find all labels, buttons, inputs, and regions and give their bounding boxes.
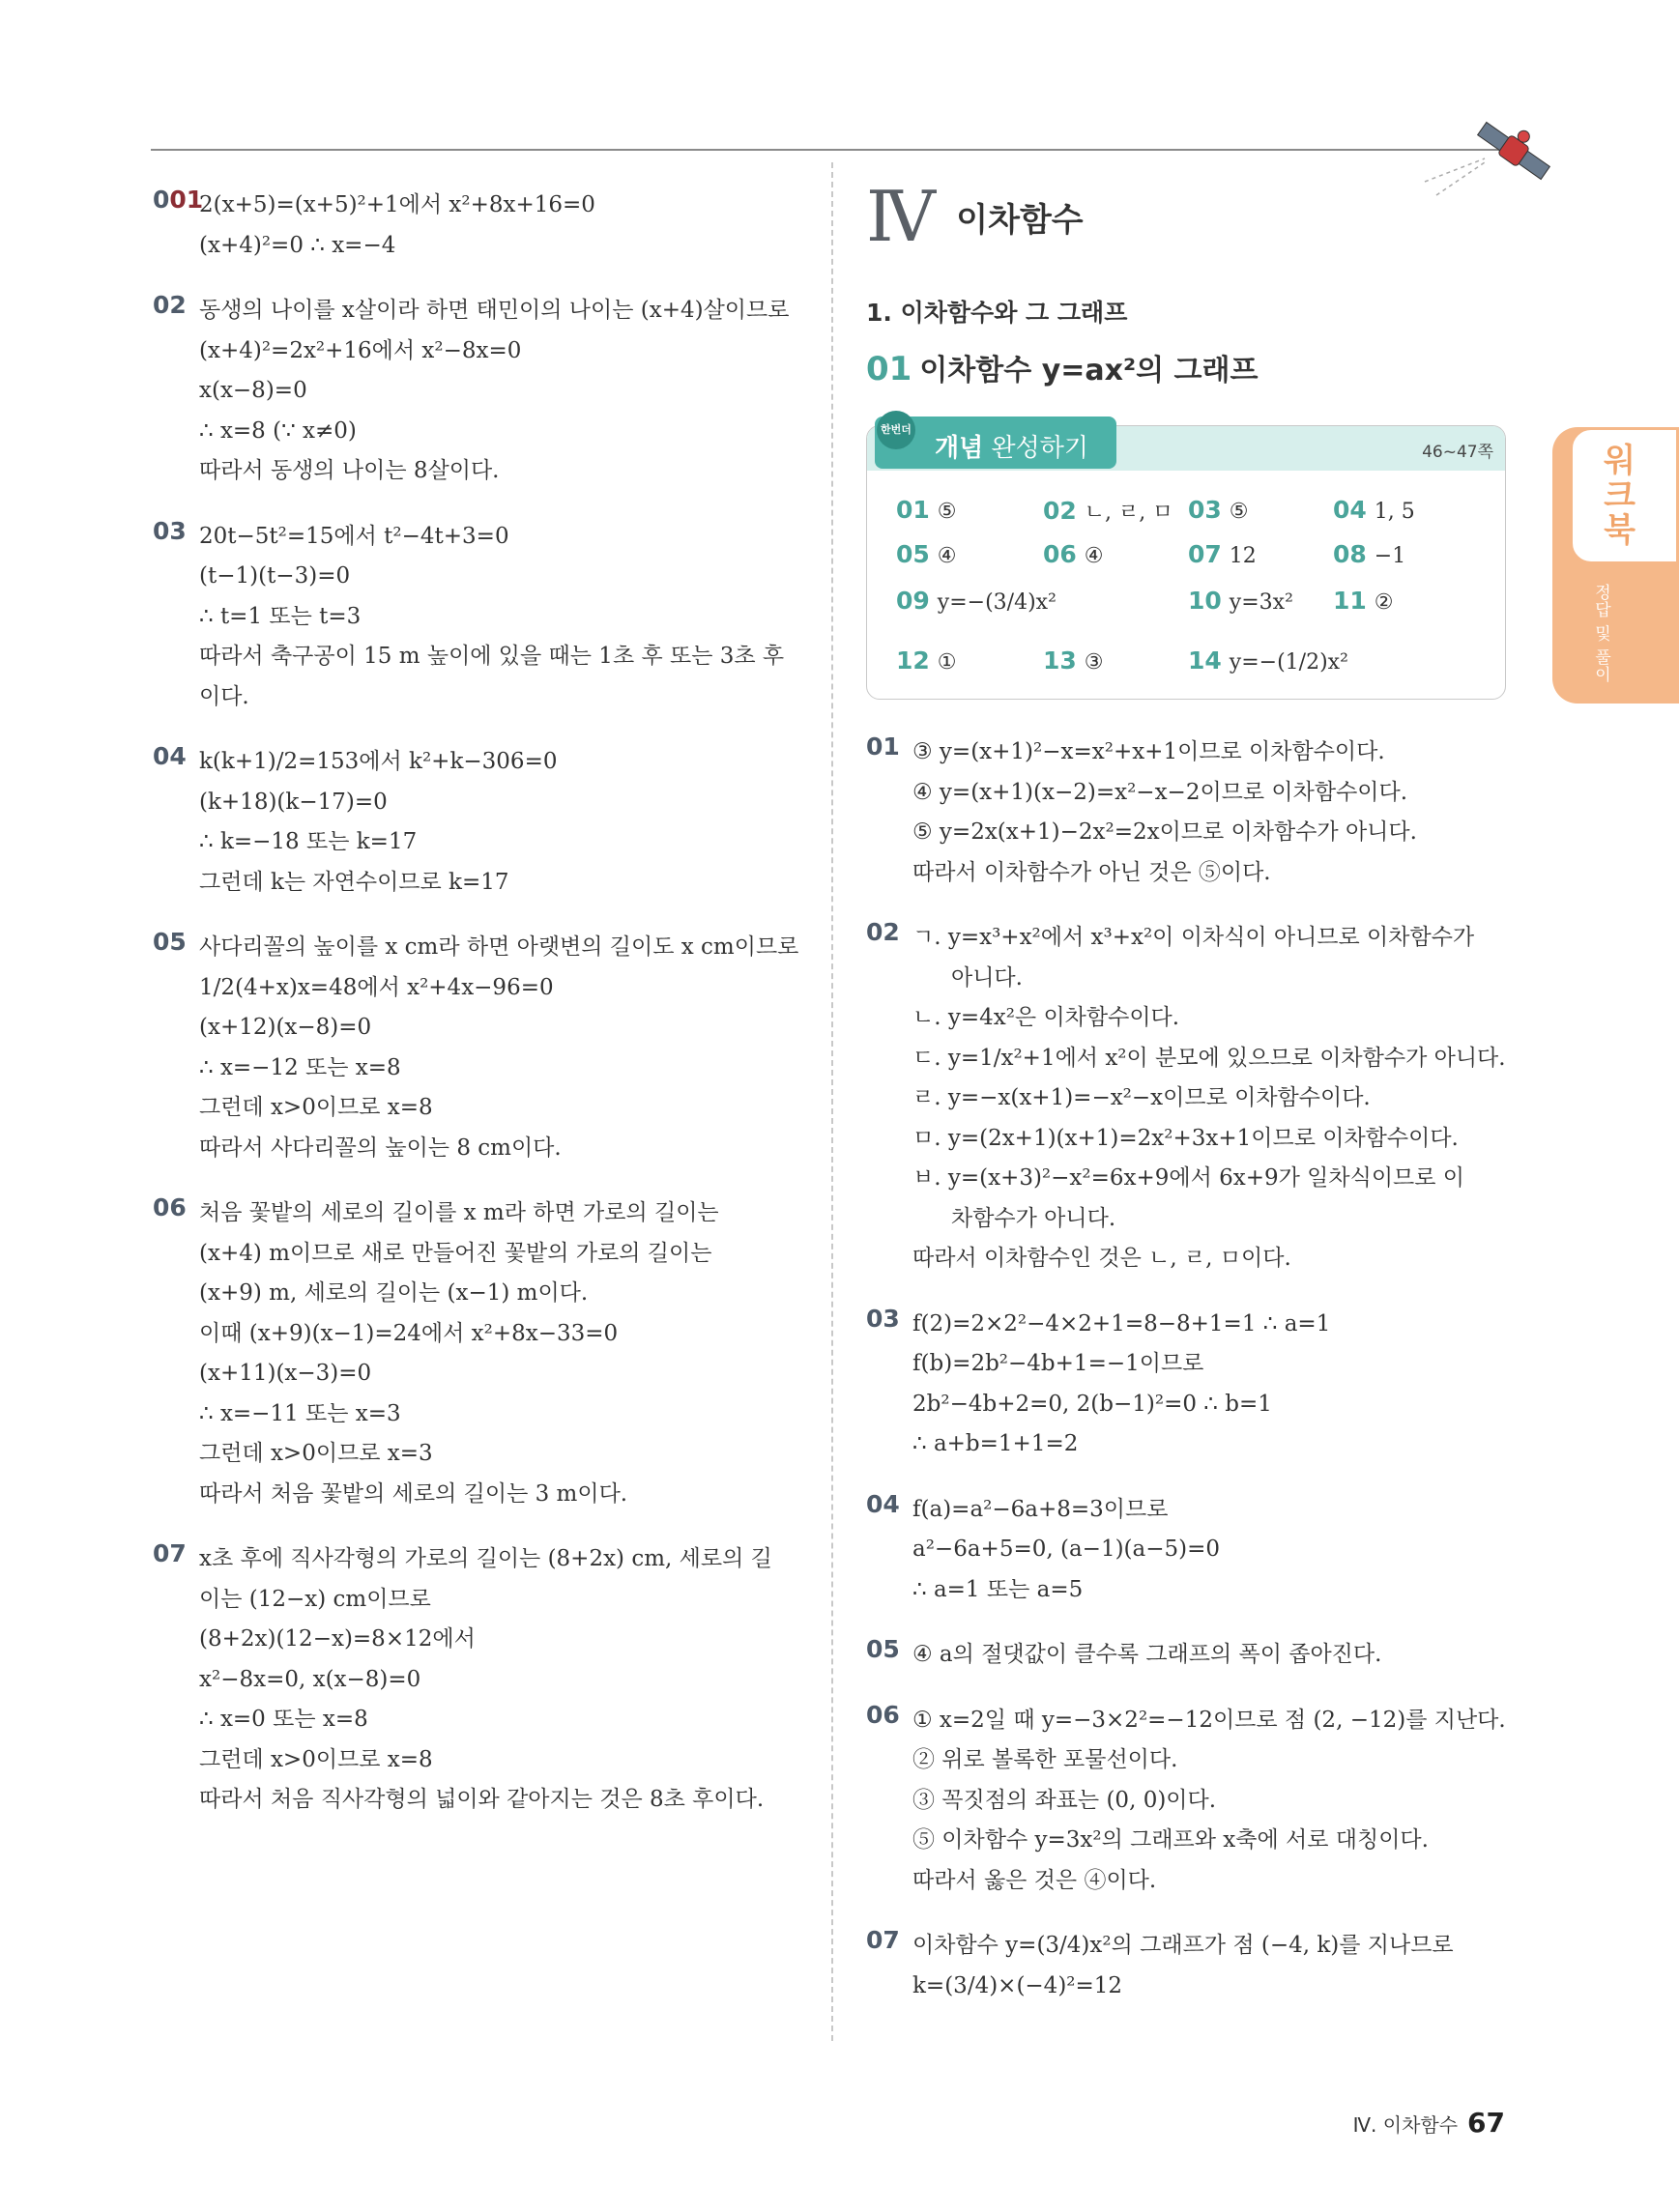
- solution-line: k=(3/4)×(−4)²=12: [912, 1972, 1123, 1998]
- solution-line: 2b²−4b+2=0, 2(b−1)²=0 ∴ b=1: [912, 1391, 1272, 1417]
- right-problem-01: [866, 733, 1519, 893]
- solution-line: (x+4)²=0 ∴ x=−4: [199, 232, 396, 258]
- solution-line: 따라서 이차함수가 아닌 것은 ⑤이다.: [912, 859, 1271, 885]
- solution-line: 따라서 동생의 나이는 8살이다.: [199, 458, 500, 483]
- right-column: [866, 176, 1519, 2031]
- solution-line: 따라서 처음 직사각형의 넓이와 같아지는 것은 8초 후이다.: [199, 1787, 765, 1812]
- solution-line: ∴ x=−12 또는 x=8: [199, 1054, 401, 1080]
- chapter-title: 이차함수: [956, 200, 1084, 240]
- problem-number: 03: [153, 516, 187, 545]
- solution-line: 이차함수 y=(3/4)x²의 그래프가 점 (−4, k)를 지나므로: [912, 1933, 1454, 1958]
- answer-item: 07 12: [1188, 540, 1257, 568]
- left-problem-02: [153, 291, 800, 492]
- solution-line: 사다리꼴의 높이를 x cm라 하면 아랫변의 길이도 x cm이므로: [199, 934, 799, 960]
- solution-line: 따라서 사다리꼴의 높이는 8 cm이다.: [199, 1135, 562, 1161]
- right-problem-05: [866, 1635, 1519, 1676]
- solution-line: (x+11)(x−3)=0: [199, 1361, 372, 1386]
- solution-line: ⑤ 이차함수 y=3x²의 그래프와 x축에 서로 대칭이다.: [912, 1827, 1429, 1853]
- solution-line: ∴ a+b=1+1=2: [912, 1431, 1079, 1456]
- solution-line: 2(x+5)=(x+5)²+1에서 x²+8x+16=0: [199, 192, 595, 217]
- left-problem-06: [153, 1193, 800, 1514]
- solution-line: ㄷ. y=1/x²+1에서 x²이 분모에 있으므로 이차함수가 아니다.: [912, 1045, 1506, 1071]
- solution-line: x²−8x=0, x(x−8)=0: [199, 1666, 421, 1692]
- solution-line: 그런데 k는 자연수이므로 k=17: [199, 869, 509, 895]
- solution-line: (t−1)(t−3)=0: [199, 563, 351, 589]
- solution-line: f(a)=a²−6a+8=3이므로: [912, 1496, 1169, 1522]
- solution-line: a²−6a+5=0, (a−1)(a−5)=0: [912, 1537, 1221, 1562]
- solution-line: 따라서 이차함수인 것은 ㄴ, ㄹ, ㅁ이다.: [912, 1246, 1291, 1271]
- solution-line: ∴ a=1 또는 a=5: [912, 1576, 1084, 1602]
- answer-item: 14 y=−(1/2)x²: [1188, 646, 1348, 675]
- chapter-roman: Ⅳ: [866, 176, 936, 257]
- solution-line: x(x−8)=0: [199, 378, 307, 403]
- solution-line: ⑤ y=2x(x+1)−2x²=2x이므로 이차함수가 아니다.: [912, 819, 1417, 845]
- concept-answer-box: [866, 425, 1506, 700]
- section-title: 1. 이차함수와 그 그래프: [866, 299, 1128, 327]
- solution-line: 이는 (12−x) cm이므로: [199, 1586, 431, 1612]
- solution-line: (x+4) m이므로 새로 만들어진 꽃밭의 가로의 길이는: [199, 1240, 712, 1266]
- solution-line: 1/2(4+x)x=48에서 x²+4x−96=0: [199, 974, 554, 1000]
- right-problem-06: [866, 1701, 1519, 1902]
- solution-line: 그런데 x>0이므로 x=3: [199, 1441, 433, 1466]
- solution-line: ∴ x=0 또는 x=8: [199, 1707, 368, 1732]
- answer-item: 12 ①: [896, 646, 957, 675]
- left-problem-04: [153, 742, 800, 903]
- solution-line: 따라서 옳은 것은 ④이다.: [912, 1867, 1157, 1893]
- footer-chapter: Ⅳ. 이차함수: [1352, 2113, 1459, 2137]
- left-problem-03: [153, 517, 800, 718]
- problem-number: 05: [153, 928, 187, 956]
- left-column: [153, 186, 800, 1846]
- solution-line: 아니다.: [951, 964, 1023, 991]
- solution-line: ① x=2일 때 y=−3×2²=−12이므로 점 (2, −12)를 지난다.: [912, 1707, 1506, 1733]
- solution-line: 20t−5t²=15에서 t²−4t+3=0: [199, 523, 509, 549]
- solution-line: ③ 꼭짓점의 좌표는 (0, 0)이다.: [912, 1787, 1217, 1813]
- solution-line: 따라서 처음 꽃밭의 세로의 길이는 3 m이다.: [199, 1480, 628, 1507]
- answer-item: 10 y=3x²: [1188, 587, 1293, 615]
- answer-item: 05 ④: [896, 540, 957, 568]
- solution-line: ㅁ. y=(2x+1)(x+1)=2x²+3x+1이므로 이차함수이다.: [912, 1125, 1459, 1151]
- answer-item: 01 ⑤: [896, 496, 957, 524]
- solution-line: x초 후에 직사각형의 가로의 길이는 (8+2x) cm, 세로의 길: [199, 1546, 772, 1571]
- solution-line: ④ a의 절댓값이 클수록 그래프의 폭이 좁아진다.: [912, 1642, 1382, 1667]
- problem-number: 06: [153, 1193, 187, 1221]
- box-title: 개념 완성하기: [935, 434, 1088, 463]
- problem-number: 07: [153, 1539, 187, 1567]
- problem-number: 01: [866, 733, 900, 761]
- solution-line: 그런데 x>0이므로 x=8: [199, 1095, 433, 1120]
- solution-line: (x+9) m, 세로의 길이는 (x−1) m이다.: [199, 1280, 589, 1306]
- problem-number: 04: [153, 742, 187, 770]
- solution-line: ㄱ. y=x³+x²에서 x³+x²이 이차식이 아니므로 이차함수가: [912, 925, 1475, 950]
- box-badge: 한번더: [877, 411, 915, 449]
- problem-number: 001: [153, 186, 204, 214]
- problem-number: 03: [866, 1304, 900, 1333]
- solution-line: (k+18)(k−17)=0: [199, 789, 388, 815]
- solution-line: ∴ x=−11 또는 x=3: [199, 1400, 401, 1426]
- solution-line: 그런데 x>0이므로 x=8: [199, 1746, 433, 1772]
- solution-line: ② 위로 볼록한 포물선이다.: [912, 1747, 1178, 1772]
- right-problem-02: [866, 918, 1519, 1279]
- subsection-label: 이차함수 y=ax²의 그래프: [919, 354, 1259, 388]
- left-problem-05: [153, 928, 800, 1168]
- answer-item: 06 ④: [1043, 540, 1104, 568]
- solution-line: ④ y=(x+1)(x−2)=x²−x−2이므로 이차함수이다.: [912, 779, 1408, 805]
- side-tab-title: 워크북: [1597, 443, 1636, 547]
- left-problem-07: [153, 1539, 800, 1821]
- solution-line: ③ y=(x+1)²−x=x²+x+1이므로 이차함수이다.: [912, 739, 1385, 764]
- solution-line: 이다.: [199, 683, 249, 709]
- solution-line: 동생의 나이를 x살이라 하면 태민이의 나이는 (x+4)살이므로: [199, 298, 790, 323]
- solution-line: 이때 (x+9)(x−1)=24에서 x²+8x−33=0: [199, 1320, 619, 1346]
- problem-number: 06: [866, 1700, 900, 1729]
- solution-line: ㄴ. y=4x²은 이차함수이다.: [912, 1005, 1180, 1030]
- side-tab-subtitle: 정답 및 풀이: [1591, 584, 1610, 683]
- top-rule: [151, 149, 1528, 151]
- answer-item: 04 1, 5: [1333, 496, 1415, 524]
- solution-line: 따라서 축구공이 15 m 높이에 있을 때는 1초 후 또는 3초 후: [199, 644, 785, 669]
- problem-number: 05: [866, 1635, 900, 1663]
- column-divider: [831, 162, 833, 2041]
- solution-line: f(b)=2b²−4b+1=−1이므로: [912, 1351, 1204, 1376]
- page-footer: [1353, 2107, 1505, 2139]
- right-problem-07: [866, 1926, 1519, 2006]
- right-problem-04: [866, 1490, 1519, 1611]
- left-problem-01: [153, 186, 800, 266]
- answer-item: 03 ⑤: [1188, 496, 1249, 524]
- answer-item: 09 y=−(3/4)x²: [896, 587, 1057, 615]
- solution-line: ∴ k=−18 또는 k=17: [199, 829, 418, 854]
- solution-line: ㅂ. y=(x+3)²−x²=6x+9에서 6x+9가 일차식이므로 이: [912, 1165, 1465, 1191]
- subsection-number: 01: [866, 350, 912, 388]
- solution-line: (x+4)²=2x²+16에서 x²−8x=0: [199, 337, 522, 363]
- solution-line: (8+2x)(12−x)=8×12에서: [199, 1626, 476, 1652]
- answer-item: 02 ㄴ, ㄹ, ㅁ: [1043, 497, 1173, 525]
- problem-number: 02: [153, 291, 187, 319]
- problem-number: 04: [866, 1489, 900, 1518]
- answer-item: 08 −1: [1333, 540, 1406, 568]
- solution-line: (x+12)(x−8)=0: [199, 1015, 372, 1040]
- solution-line: ㄹ. y=−x(x+1)=−x²−x이므로 이차함수이다.: [912, 1085, 1371, 1110]
- problem-number: 02: [866, 918, 900, 946]
- subsection-title: [866, 346, 1519, 388]
- chapter-heading: [866, 176, 1519, 257]
- problem-number: 07: [866, 1926, 900, 1954]
- page-number: 67: [1467, 2107, 1505, 2139]
- solution-line: 차함수가 아니다.: [951, 1205, 1116, 1231]
- solution-line: ∴ t=1 또는 t=3: [199, 603, 362, 629]
- box-pages: 46~47쪽: [1422, 443, 1493, 462]
- solution-line: f(2)=2×2²−4×2+1=8−8+1=1 ∴ a=1: [912, 1310, 1331, 1336]
- solution-line: ∴ x=8 (∵ x≠0): [199, 417, 357, 444]
- solution-line: k(k+1)/2=153에서 k²+k−306=0: [199, 749, 558, 774]
- solution-line: 처음 꽃밭의 세로의 길이를 x m라 하면 가로의 길이는: [199, 1200, 719, 1225]
- answer-item: 11 ②: [1333, 587, 1394, 615]
- answer-item: 13 ③: [1043, 646, 1104, 675]
- right-problem-03: [866, 1305, 1519, 1465]
